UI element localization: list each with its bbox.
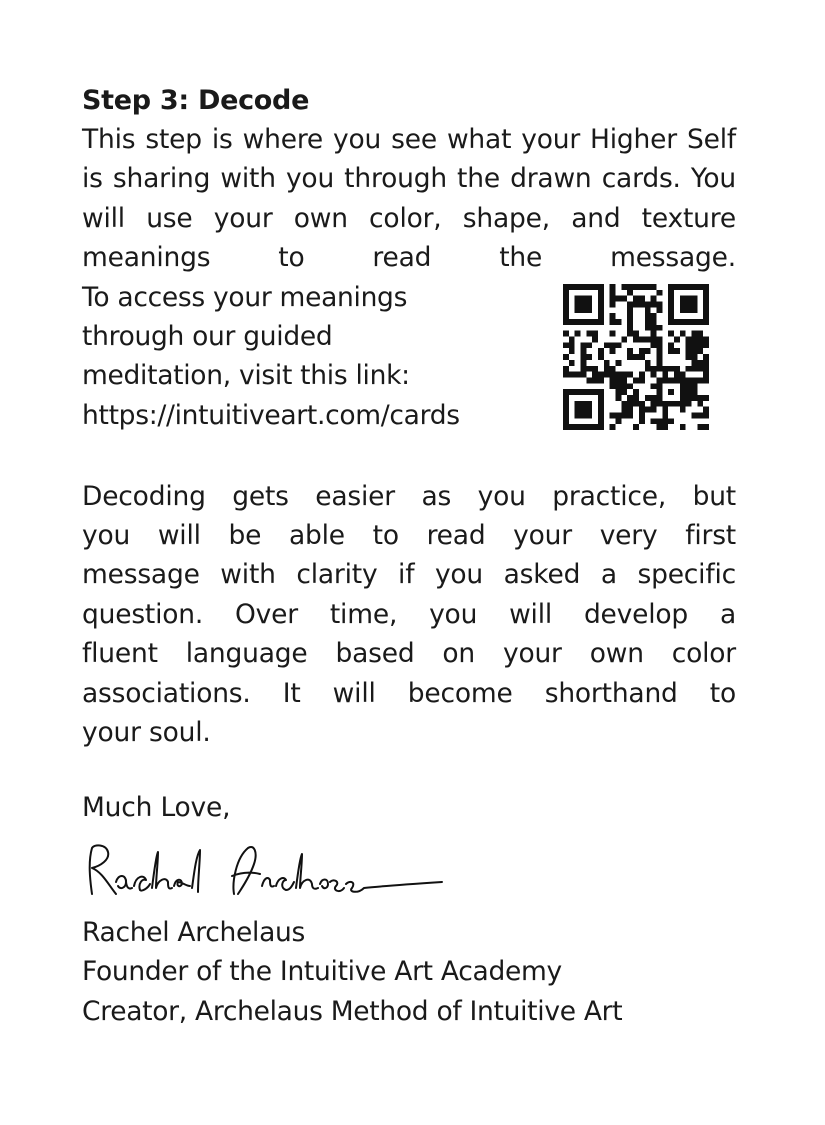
link-line: To access your meanings <box>82 281 408 313</box>
intro-line: cards. You will use your own color, shape, <box>82 163 737 234</box>
link-line: through our guided <box>82 321 333 353</box>
body-line: fluent language based on your own color <box>82 638 736 670</box>
cards-url-link[interactable]: https://intuitiveart.com/cards <box>82 399 460 431</box>
body-line: message with clarity if you asked a specific <box>82 559 736 591</box>
closing-salutation: Much Love, <box>82 792 231 823</box>
body-line: you will be able to read your very first <box>82 520 736 552</box>
page-content <box>82 82 736 752</box>
link-line: meditation, visit this link: <box>82 360 410 392</box>
body-line: Decoding gets easier as you practice, but <box>82 480 736 512</box>
body-line: your soul. <box>82 717 211 749</box>
intro-line: Self is sharing with you through the drawn <box>82 124 736 195</box>
body-line: question. Over time, you will develop a <box>82 598 736 630</box>
author-role: Creator, Archelaus Method of Intuitive Art <box>82 995 623 1027</box>
link-paragraph <box>82 278 460 436</box>
intro-line: This step is where you see what your Higher <box>82 124 677 155</box>
qr-code-icon[interactable] <box>563 284 709 430</box>
link-section <box>82 278 736 436</box>
intro-line: and texture meanings to read the message. <box>82 202 736 274</box>
author-title: Founder of the Intuitive Art Academy <box>82 956 562 988</box>
handwritten-signature <box>82 842 452 904</box>
body-paragraph <box>82 477 736 753</box>
body-line: associations. It will become shorthand to <box>82 677 736 709</box>
step-heading: Step 3: Decode <box>82 85 310 116</box>
intro-paragraph <box>82 120 736 278</box>
signature-block <box>82 913 622 1031</box>
author-name: Rachel Archelaus <box>82 917 306 948</box>
